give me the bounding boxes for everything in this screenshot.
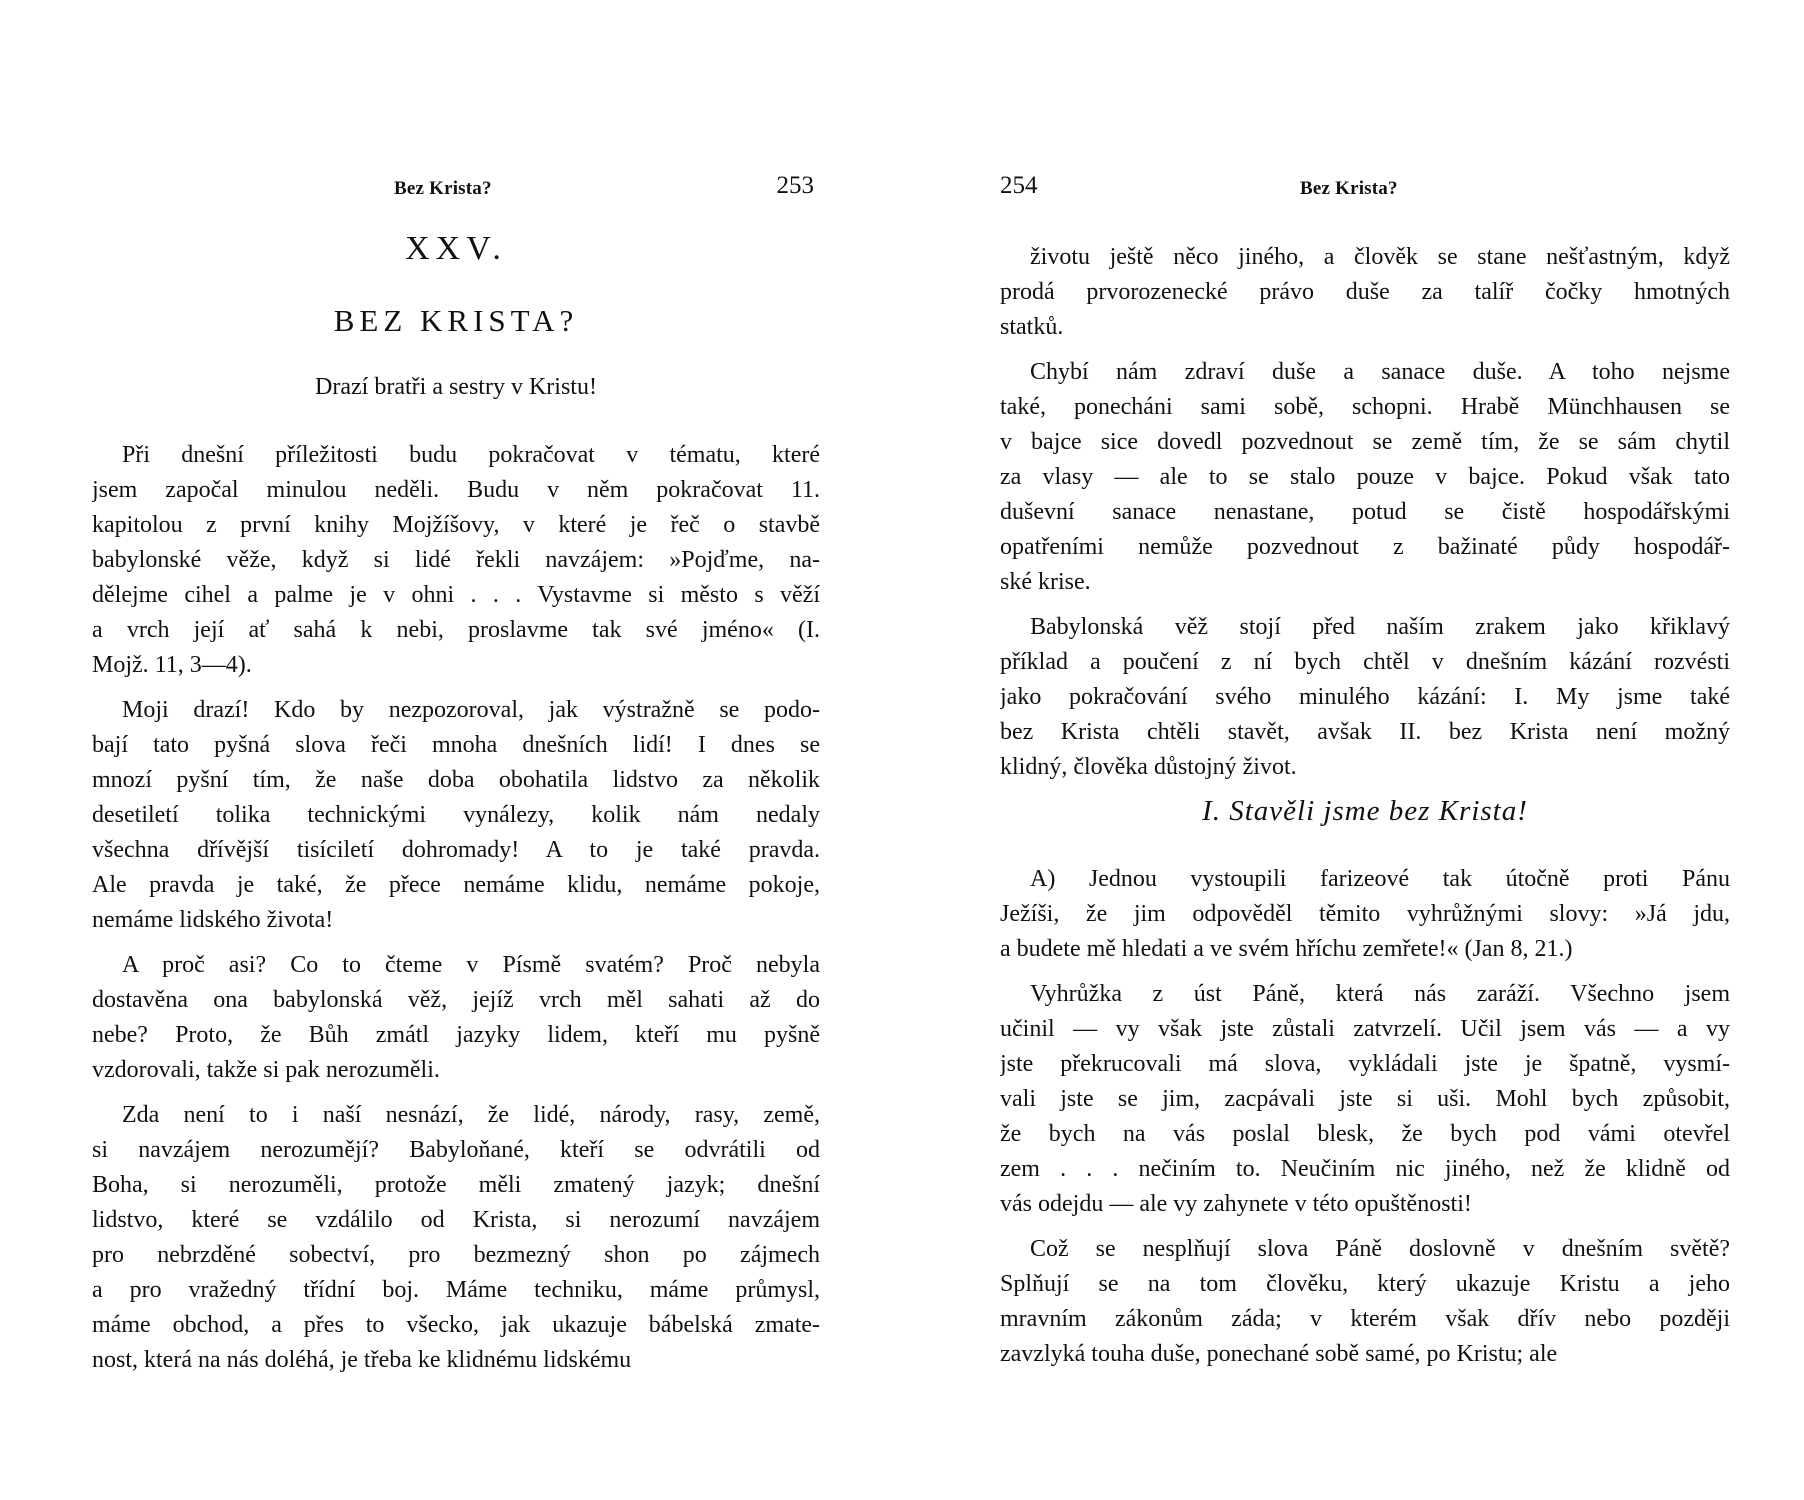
text-line: jsem započal minulou neděli. Budu v něm pokračovat 11. [92,477,820,503]
paragraph [1000,355,1730,600]
text-line: příklad a poučení z ní bych chtěl v dnešním kázání rozvésti [1000,649,1730,675]
text-line: Při dnešní příležitosti budu pokračovat v tématu, které [122,442,820,468]
text-line: mnozí pyšní tím, že naše doba obohatila lidstvo za několik [92,767,820,793]
paragraph-gap [1000,345,1730,355]
paragraph [92,693,820,938]
paragraph-gap [1000,967,1730,977]
text-line: Zda není to i naší nesnází, že lidé, národy, rasy, země, [122,1102,820,1128]
text-line: opatřeními nemůže pozvednout z bažinaté půdy hospodář- [1000,534,1730,560]
paragraph [1000,610,1730,785]
text-line: za vlasy — ale to se stalo pouze v bajce. Pokud však tato [1000,464,1730,490]
text-line: nebe? Proto, že Bůh zmátl jazyky lidem, kteří mu pyšně [92,1022,820,1048]
text-line: učinil — vy však jste zůstali zatvrzelí. Učil jsem vás — a vy [1000,1016,1730,1042]
salutation: Drazí bratři a sestry v Kristu! [315,374,597,400]
text-line: vás odejdu — ale vy zahynete v této opuštěnosti! [1000,1191,1472,1217]
text-line: A) Jednou vystoupili farizeové tak útočně proti Pánu [1030,866,1730,892]
text-line: A proč asi? Co to čteme v Písmě svatém? Proč nebyla [122,952,820,978]
text-line: také, ponecháni sami sobě, schopni. Hrabě Münchhausen se [1000,394,1730,420]
text-line: životu ještě něco jiného, a člověk se stane nešťastným, když [1030,244,1730,270]
text-line: Ježíši, že jim odpověděl těmito vyhrůžnými slovy: »Já jdu, [1000,901,1730,927]
text-line: zavzlyká touha duše, ponechané sobě samé, po Kristu; ale [1000,1341,1558,1367]
body-text [1000,240,1730,785]
paragraph-gap [92,683,820,693]
text-line: Chybí nám zdraví duše a sanace duše. A toho nejsme [1030,359,1730,385]
running-title: Bez Krista? [1300,178,1398,199]
running-head [1000,172,1730,202]
text-line: máme obchod, a přes to všecko, jak ukazuje bábelská zmate- [92,1312,820,1338]
text-line: v bajce sice dovedl pozvednout se země tím, že se sám chytil [1000,429,1730,455]
text-line: ské krise. [1000,569,1091,595]
text-line: lidstvo, které se vzdálilo od Krista, si nerozumí navzájem [92,1207,820,1233]
paragraph [92,1098,820,1378]
text-line: babylonské věže, když si lidé řekli navzájem: »Pojďme, na- [92,547,820,573]
text-line: jste překrucovali má slova, vykládali jste je špatně, vysmí- [1000,1051,1730,1077]
text-line: Což se nesplňují slova Páně doslovně v dnešním světě? [1030,1236,1730,1262]
text-line: Ale pravda je také, že přece nemáme klidu, nemáme pokoje, [92,872,820,898]
text-line: klidný, člověka důstojný život. [1000,754,1297,780]
text-line: že bych na vás poslal blesk, že bych pod vámi otevřel [1000,1121,1730,1147]
chapter-number: XXV. [405,230,507,267]
paragraph-gap [92,938,820,948]
text-line: a vrch její ať sahá k nebi, proslavme tak své jméno« (I. [92,617,820,643]
text-line: statků. [1000,314,1064,340]
chapter-title: BEZ KRISTA? [333,303,579,338]
running-head [92,172,820,202]
paragraph [92,948,820,1088]
paragraph-gap [92,1088,820,1098]
text-line: jako pokračování svého minulého kázání: I. My jsme také [1000,684,1730,710]
text-line: prodá prvorozenecké právo duše za talíř čočky hmotných [1000,279,1730,305]
text-line: bají tato pyšná slova řeči mnoha dnešních lidí! I dnes se [92,732,820,758]
body-text [92,438,820,1378]
text-line: a pro vražedný třídní boj. Máme techniku, máme průmysl, [92,1277,820,1303]
paragraph [1000,862,1730,967]
paragraph-gap [1000,600,1730,610]
page-number: 254 [1000,172,1038,199]
text-line: dělejme cihel a palme je v ohni . . . Vystavme si město s věží [92,582,820,608]
page-number: 253 [776,172,814,199]
text-line: Moji drazí! Kdo by nezpozoroval, jak výstražně se podo- [122,697,820,723]
text-line: nost, která na nás doléhá, je třeba ke klidnému lidskému [92,1347,632,1373]
text-line: nemáme lidského života! [92,907,334,933]
text-line: duševní sanace nenastane, potud se čistě hospodářskými [1000,499,1730,525]
text-line: dostavěna ona babylonská věž, jejíž vrch měl sahati až do [92,987,820,1013]
text-line: desetiletí tolika technickými vynálezy, kolik nám nedaly [92,802,820,828]
paragraph [1000,1232,1730,1372]
text-line: Vyhrůžka z úst Páně, která nás zaráží. Všechno jsem [1030,981,1730,1007]
running-title: Bez Krista? [394,178,492,199]
paragraph [92,438,820,683]
text-line: kapitolou z první knihy Mojžíšovy, v které je řeč o stavbě [92,512,820,538]
paragraph [1000,240,1730,345]
paragraph [1000,977,1730,1222]
text-line: pro nebrzděné sobectví, pro bezmezný shon po zájmech [92,1242,820,1268]
text-line: mravním zákonům záda; v kterém však dřív nebo později [1000,1306,1730,1332]
text-line: Mojž. 11, 3—4). [92,652,252,678]
text-line: Splňují se na tom člověku, který ukazuje Kristu a jeho [1000,1271,1730,1297]
section-heading: I. Stavěli jsme bez Krista! [1202,795,1528,827]
paragraph-gap [1000,1222,1730,1232]
text-line: zem . . . nečiním to. Neučiním nic jiného, než že klidně od [1000,1156,1730,1182]
text-line: Boha, si nerozuměli, protože měli zmatený jazyk; dnešní [92,1172,820,1198]
text-line: si navzájem nerozumějí? Babyloňané, kteří se odvrátili od [92,1137,820,1163]
text-line: vali jste se jim, zacpávali jste si uši. Mohl bych způsobit, [1000,1086,1730,1112]
section-body-text [1000,862,1730,1372]
text-line: všechna dřívější tisíciletí dohromady! A to je také pravda. [92,837,820,863]
text-line: Babylonská věž stojí před naším zrakem jako křiklavý [1030,614,1730,640]
text-line: bez Krista chtěli stavět, avšak II. bez Krista není možný [1000,719,1730,745]
text-line: vzdorovali, takže si pak nerozuměli. [92,1057,440,1083]
text-line: a budete mě hledati a ve svém hříchu zemřete!« (Jan 8, 21.) [1000,936,1573,962]
